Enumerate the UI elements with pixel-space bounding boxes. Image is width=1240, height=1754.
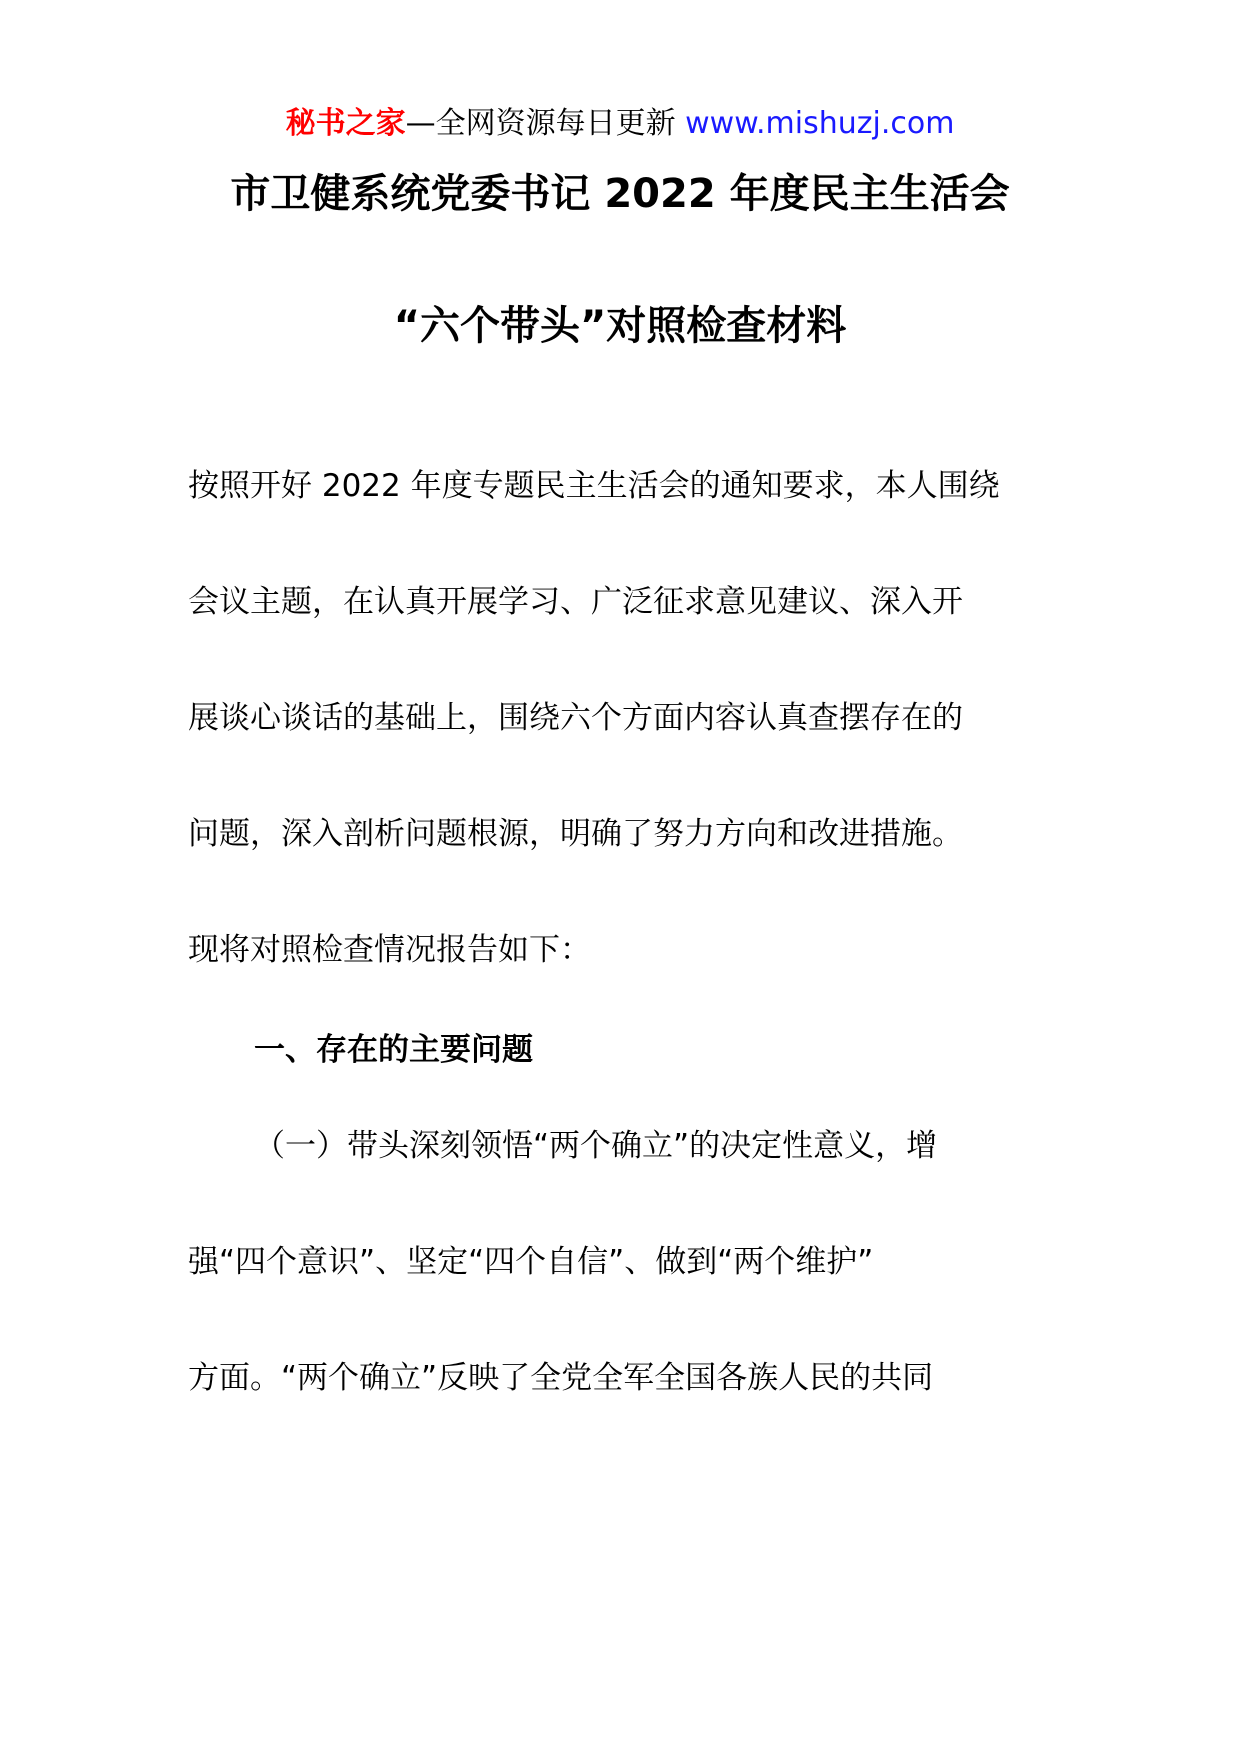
site-url-link[interactable]: www.mishuzj.com bbox=[685, 106, 955, 141]
intro-line-2: 会议主题，在认真开展学习、广泛征求意见建议、深入开 bbox=[188, 584, 963, 620]
site-header bbox=[0, 100, 1240, 148]
document-title-line-1: 市卫健系统党委书记 2022 年度民主生活会 bbox=[230, 171, 1010, 217]
intro-line-4: 问题，深入剖析问题根源，明确了努力方向和改进措施。 bbox=[188, 816, 963, 852]
section-heading: 一、存在的主要问题 bbox=[254, 1032, 533, 1068]
section-line-3: 方面。“两个确立”反映了全党全军全国各族人民的共同 bbox=[188, 1360, 934, 1396]
intro-line-5: 现将对照检查情况报告如下： bbox=[188, 932, 591, 968]
site-tagline: —全网资源每日更新 bbox=[405, 106, 676, 141]
intro-line-3: 展谈心谈话的基础上，围绕六个方面内容认真查摆存在的 bbox=[188, 700, 963, 736]
section-line-2: 强“四个意识”、坚定“四个自信”、做到“两个维护” bbox=[188, 1244, 874, 1280]
document-title-line-2: “六个带头”对照检查材料 bbox=[393, 303, 847, 349]
intro-line-1: 按照开好 2022 年度专题民主生活会的通知要求，本人围绕 bbox=[188, 468, 1000, 504]
site-brand: 秘书之家 bbox=[285, 106, 406, 141]
section-line-1: （一）带头深刻领悟“两个确立”的决定性意义，增 bbox=[254, 1128, 938, 1164]
